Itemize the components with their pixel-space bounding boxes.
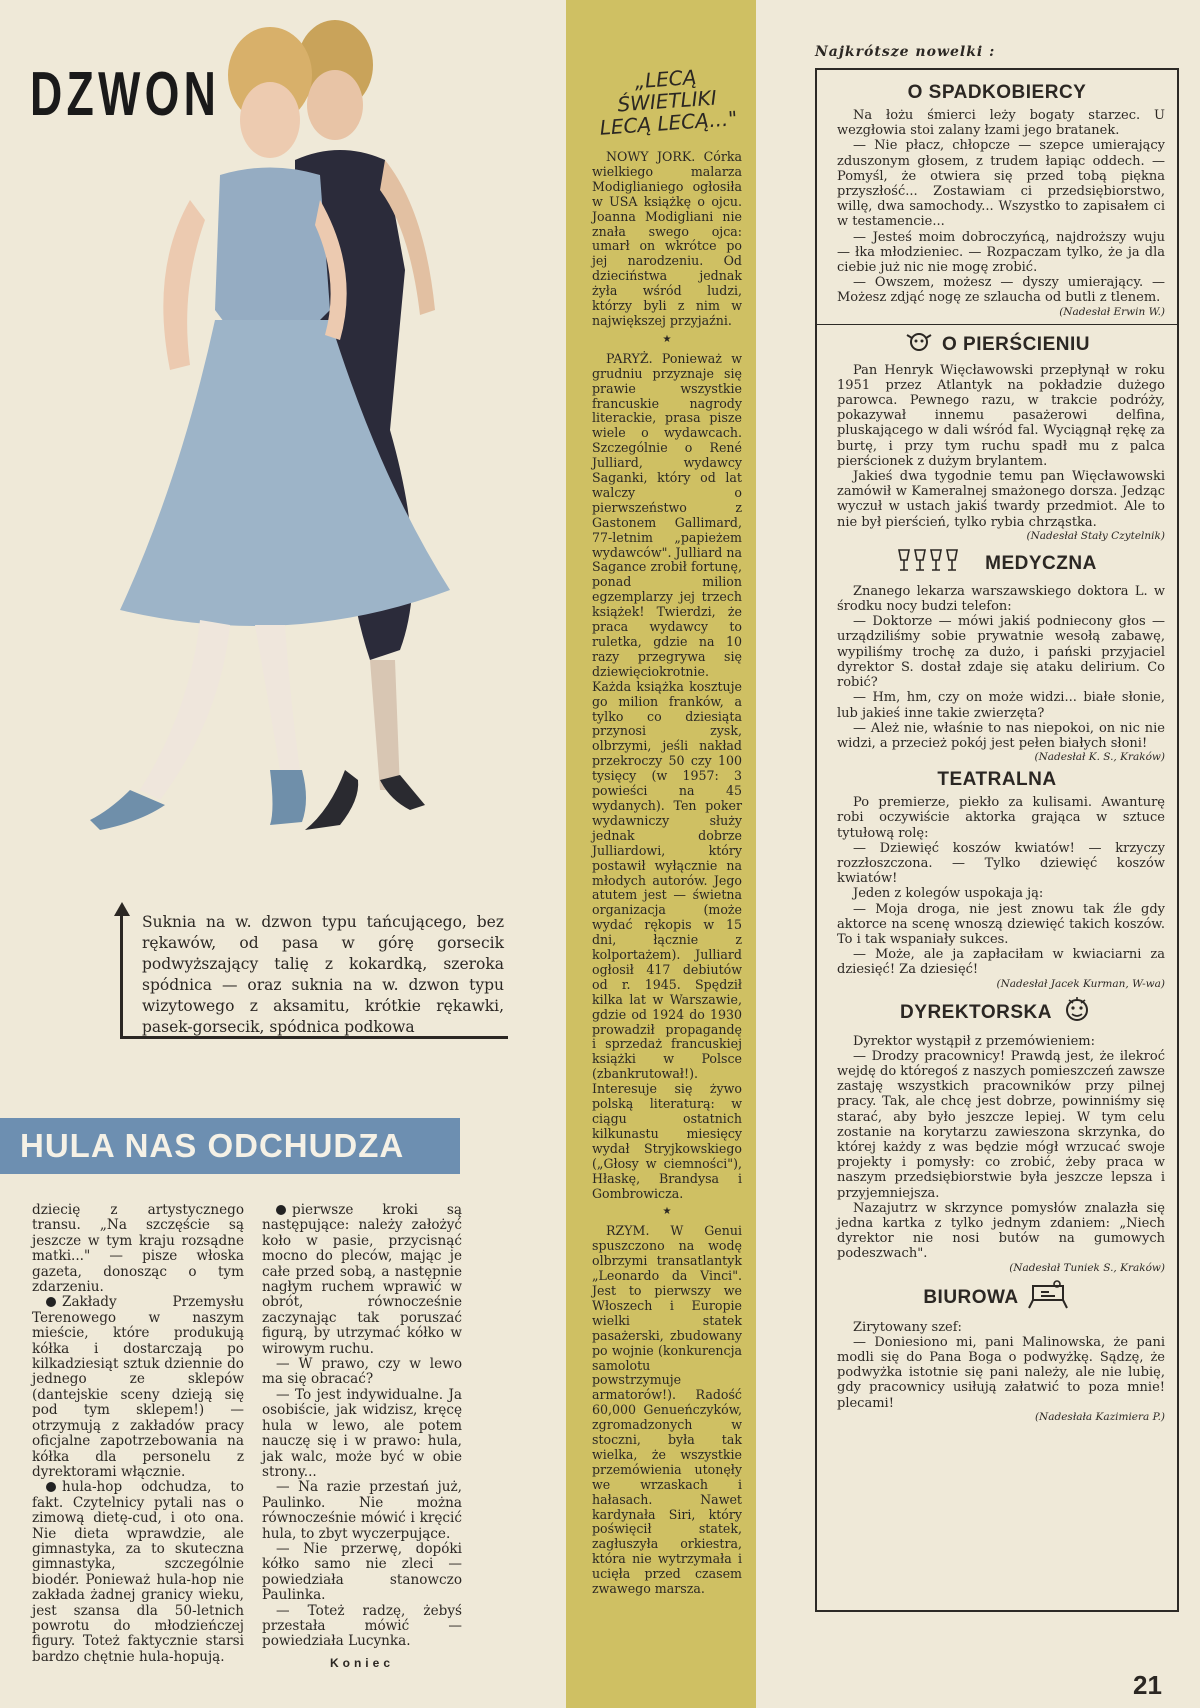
story-paragraph: — Może, ale ja zapłaciłam w kwiaciarni za dziesięć! Za dziesięć! — [837, 947, 1165, 978]
story-paragraph: — Owszem, możesz — dyszy umierający. — Możesz zdjąć nogę ze szlaucha od butli z tlenem. — [837, 275, 1165, 306]
story-paragraph: — Doktorze — mówi jakiś podniecony głos — urządziliśmy sobie prywatnie wesołą zabawę, wypiliśmy trochę za dużo, i pański przyjaciel dyrektor S. dostał zdaje się ataku delirium. Co robić? — [837, 614, 1165, 691]
hula-paragraph: hula-hop odchudza, to fakt. Czytelnicy pytali nas o zimową dietę-cud, i oto ona. Nie dieta wprawdzie, ale gimnastyka, za to skuteczna gimnastyka, szczególnie biodér. Ponieważ hula-hop nie zakłada żadnej granicy wieku, jest szansa dla 50-letnich powrotu do młodzieńczej figury. Toteż faktycznie starsi bardzo chętnie hula-hopują. — [32, 1479, 244, 1665]
bullet-icon — [276, 1205, 286, 1215]
story-paragraph: — Hm, hm, czy on może widzi... białe słonie, lub jakieś inne takie zwierzęta? — [837, 690, 1165, 721]
end-label: Koniec — [329, 1655, 394, 1670]
story-signature: (Nadesłał K. S., Kraków) — [1034, 751, 1165, 764]
story-paragraph: — Moja droga, nie jest znowu tak źle gdy aktorce na scenę wnoszą dziewięć takich koszów. To i tak wspaniały sukces. — [837, 901, 1165, 947]
story-paragraph: — Ależ nie, właśnie to nas niepokoi, on nic nie widzi, a przecież pokój jest pełen białych słoni! — [837, 720, 1165, 751]
diver-icon — [904, 337, 934, 358]
story-title — [817, 769, 1177, 791]
story-title-text: DYREKTORSKA — [900, 1001, 1052, 1023]
story-paragraph: — Doniesiono mi, pani Malinowska, że pani modli się do Pana Boga o podwyżkę. Sądzę, że podwyżka istotnie się pani należy, ale nie lubię, gdy pracownicy usiłują załatwić to poza mnie! plecami! — [837, 1334, 1165, 1411]
story-paragraph: — Dziewięć koszów kwiatów! — krzyczy rozzłoszczona. — Tylko dziewięć koszów kwiatów! — [837, 840, 1165, 887]
story-paragraph: Po premierze, piekło za kulisami. Awanturę robi oczywiście aktorka grająca w sztuce tytułową rolę: — [837, 795, 1165, 841]
hula-paragraph: — To jest indywidualne. Ja osobiście, jak widzisz, kręcę hula w lewo, ale potem nauczę się i w prawo: hula, jak walc, może być w obie strony... — [262, 1386, 462, 1480]
story-paragraph: Nazajutrz w skrzynce pomysłów znalazła się jedna kartka z tylko jednym zdaniem: „Niech dyrektor nie nosi butów na gumowych podeszwach". — [837, 1200, 1165, 1262]
hula-paragraph: — W prawo, czy w lewo ma się obracać? — [262, 1356, 462, 1388]
news-paris: PARYŻ. Ponieważ w grudniu przyznaje się prawie wszystkie francuskie nagrody literackie, prasa pisze wiele o wydawcach. Szczególnie o René Julliard, wydawcy Saganki, który od lat walczy o pierwszeństwo z Gastonem Gallimard, 77-letnim „papieżem wydawców". Julliard na Sagance zrobił fortunę, ponad milion egzemplarzy jej trzech książek! Twierdzi, że praca wydawcy to ruletka, gdzie na 10 razy przegrywa się dziewięciokrotnie. Każda książka kosztuje go milion franków, a tylko co dziesiąta przynosi zysk, olbrzymi, jeśli nakład przekroczy 50 czy 100 tysięcy (w 1957: 3 powieści na 45 wydanych). Ten poker wydawniczy służy jednak dobrze Julliardowi, który postawił wyłącznie na młodych autorów. Jego atutem jest — świetna organizacja (może wydać rękopis w 15 dni, łącznie z kolportażem). Julliard ogłosił 417 debiutów od r. 1945. Spędził kilka lat w Warszawie, gdzie od 1924 do 1930 prowadził propagandę i sprzedaż francuskiej książki w Polsce (zbankrutował!). Interesuje się żywo polską literaturą: w ciągu ostatnich kilkunastu miesięcy wydał Stryjkowskiego („Głosy w ciemności"), Hłaskę, Brandysa i Gombrowicza. — [592, 350, 742, 1201]
hula-column-1 — [32, 1203, 244, 1665]
story-title — [817, 82, 1177, 104]
glasses-icon — [897, 558, 977, 579]
middle-heading: „LECĄ ŚWIETLIKI LECĄ LECĄ..." — [598, 64, 739, 140]
hula-paragraph: — Nie przerwę, dopóki kółko samo nie zleci — powiedziała stanowczo Paulinka. — [262, 1540, 462, 1604]
story-title — [817, 1280, 1177, 1316]
face-icon — [1060, 1008, 1094, 1029]
hula-heading: HULA NAS ODCHUDZA — [20, 1127, 405, 1164]
divider — [817, 324, 1177, 325]
story-paragraph: Na łożu śmierci leży bogaty starzec. U wezgłowia stoi zalany łzami jego bratanek. — [837, 108, 1165, 139]
middle-column — [592, 64, 742, 1597]
story-section — [817, 1280, 1177, 1423]
story-paragraph: Jeden z kolegów uspokaja ją: — [853, 886, 1044, 902]
story-section — [817, 996, 1177, 1274]
hula-column-2 — [262, 1203, 462, 1671]
story-paragraph: — Drodzy pracownicy! Prawdą jest, że ilekroć wejdę do któregoś z naszych pomieszczeń zawsze zastaję wszystkich pracowników przy pilnej pracy. Tak, ale chcę jest dobrze, powinniśmy się starać, aby było jeszcze lepiej. W tym celu zostanie na korytarzu zawieszona skrzynka, do której każdy z was będzie mógł wrzucać swoje projekty i pomysły: co zrobić, żeby praca w naszym przedsiębiorstwie była jeszcze lepsza i przyjemniejsza. — [837, 1048, 1165, 1201]
story-signature: (Nadesłał Stały Czytelnik) — [1026, 529, 1165, 542]
right-header: Najkrótsze nowelki : — [815, 44, 996, 60]
hula-heading-banner — [0, 1118, 460, 1174]
hula-paragraph: — Na razie przestań już, Paulinko. Nie można równocześnie mówić i kręcić hula, to zbyt wyczerpujące. — [262, 1479, 462, 1542]
caption-rule-vertical — [120, 912, 123, 1037]
story-title — [817, 331, 1177, 359]
story-paragraph: Znanego lekarza warszawskiego doktora L. w środku nocy budzi telefon: — [837, 583, 1165, 615]
bullet-icon — [46, 1482, 56, 1492]
story-signature: (Nadesłała Kazimiera P.) — [1034, 1410, 1165, 1423]
news-rome: RZYM. W Genui spuszczono na wodę olbrzymi transatlantyk „Leonardo da Vinci". Jest to pierwszy we Włoszech i Europie wielki statek pasażerski, zbudowany po wojnie (konkurencja samolotu powstrzymuje armatorów!). Radość 60,000 Genueńczyków, zgromadzonych w stoczni, była tak wielka, że wszystkie przemówienia utonęły we wrzaskach i hałasach. Nawet kardynała Siri, który poświęcił statek, zagłuszyła orkiestra, która nie wytrzymała i ucięła przed czasem zwawego marsza. — [592, 1223, 742, 1597]
story-paragraph: Pan Henryk Więcławowski przepłynął w roku 1951 przez Atlantyk na pokładzie dużego parowca. Pewnego razu, w trakcie podróży, pokazywał innemu pasażerowi delfina, pluskającego w dali wśród fal. Wyciągnął rękę za burtę, i przy tym ruchu spadł mu z palca pierścionek z dużym brylantem. — [837, 362, 1165, 469]
story-title-text: O SPADKOBIERCY — [907, 82, 1087, 103]
news-new-york: NOWY JORK. Córka wielkiego malarza Modiglianiego ogłosiła w USA książkę o ojcu. Joanna Modigliani nie znała swego ojca: umarł on wkrótce po jej narodzeniu. Od dzieciństwa jednak żyła wśród ludzi, którzy byli z nim w największej przyjaźni. — [592, 149, 742, 328]
story-signature: (Nadesłał Tuniek S., Kraków) — [1009, 1261, 1165, 1274]
story-paragraph: Dyrektor wystąpił z przemówieniem: — [853, 1033, 1096, 1049]
title-dzwon: DZWON — [30, 60, 221, 129]
short-stories-box — [815, 68, 1179, 1612]
hula-paragraph: dziecię z artystycznego transu. „Na szczęście są jeszcze w tym kraju rozsądne matki..." — pisze włoska gazeta, donosząc o tym zdarzeniu. — [32, 1202, 244, 1296]
story-paragraph: — Jesteś moim dobroczyńcą, najdroższy wuju — łka młodzieniec. — Rozpaczam tylko, że ja dla ciebie już nic nie mogę zrobić. — [837, 229, 1165, 276]
story-paragraph: Zirytowany szef: — [853, 1319, 962, 1335]
photo-caption: Suknia na w. dzwon typu tańcującego, bez rękawów, od pasa w górę gorsecik podwyższający talię z kokardką, szeroka spódnica — oraz suknia na w. dzwon typu wizytowego z aksamitu, krótkie rękawki, pasek-gorsecik, spódnica podkowa — [142, 913, 504, 1036]
story-title-text: O PIERŚCIENIU — [942, 333, 1090, 355]
story-title — [817, 548, 1177, 580]
story-paragraph: — Nie płacz, chłopcze — szepce umierający zduszonym głosem, z trudem łapiąc oddech. — Pomyśl, że otwiera się przed tobą piękna przyszłość... Zostawiam ci przedsiębiorstwo, willę, dwa samochody... Wszystko to zapisałem ci w testamencie... — [837, 138, 1165, 230]
desk-icon — [1027, 1294, 1071, 1315]
story-title — [817, 996, 1177, 1030]
bullet-icon — [46, 1297, 56, 1307]
story-title-text: TEATRALNA — [937, 769, 1057, 791]
arrow-up-icon — [114, 902, 130, 916]
page-number: 21 — [1133, 1670, 1162, 1700]
story-signature: (Nadesłał Jacek Kurman, W-wa) — [996, 977, 1165, 990]
story-title-text: MEDYCZNA — [985, 552, 1097, 574]
story-paragraph: Jakieś dwa tygodnie temu pan Więcławowski zamówił w Kameralnej smażonego dorsza. Jedząc wyczuł w ustach jakiś twardy przedmiot. Ale to nie był pierścień, tylko rybia chrząstka. — [837, 469, 1165, 530]
story-signature: (Nadesłał Erwin W.) — [1059, 305, 1165, 318]
star-separator: ★ — [662, 1206, 672, 1218]
story-section — [817, 331, 1177, 542]
fashion-photo — [40, 10, 510, 890]
hula-paragraph: pierwsze kroki są następujące: należy założyć koło w pasie, przycisnąć mocno do pleców, mając je całe przed sobą, a następnie nagłym ruchem wprawić w obrót, równocześnie zaczynając tak poruszać figurą, by utrzymać kółko w wirowym ruchu. — [262, 1202, 462, 1357]
hula-paragraph: Zakłady Przemysłu Terenowego w naszym mieście, które produkują kółka i dostarczają po kilkadziesiąt sztuk dziennie do jednego ze sklepów (dantejskie sceny dzieją się pod tym sklepem!) — otrzymują z zakładów pracy oficjalne zapotrzebowania na kółka dla personelu z dyrektorami włącznie. — [32, 1294, 244, 1480]
hula-paragraph: — Toteż radzę, żebyś przestała mówić — powiedziała Lucynka. — [262, 1602, 462, 1650]
story-section — [817, 548, 1177, 763]
story-title-text: BIUROWA — [923, 1286, 1019, 1308]
story-section — [817, 769, 1177, 989]
story-section — [817, 82, 1177, 325]
star-separator: ★ — [662, 333, 672, 345]
